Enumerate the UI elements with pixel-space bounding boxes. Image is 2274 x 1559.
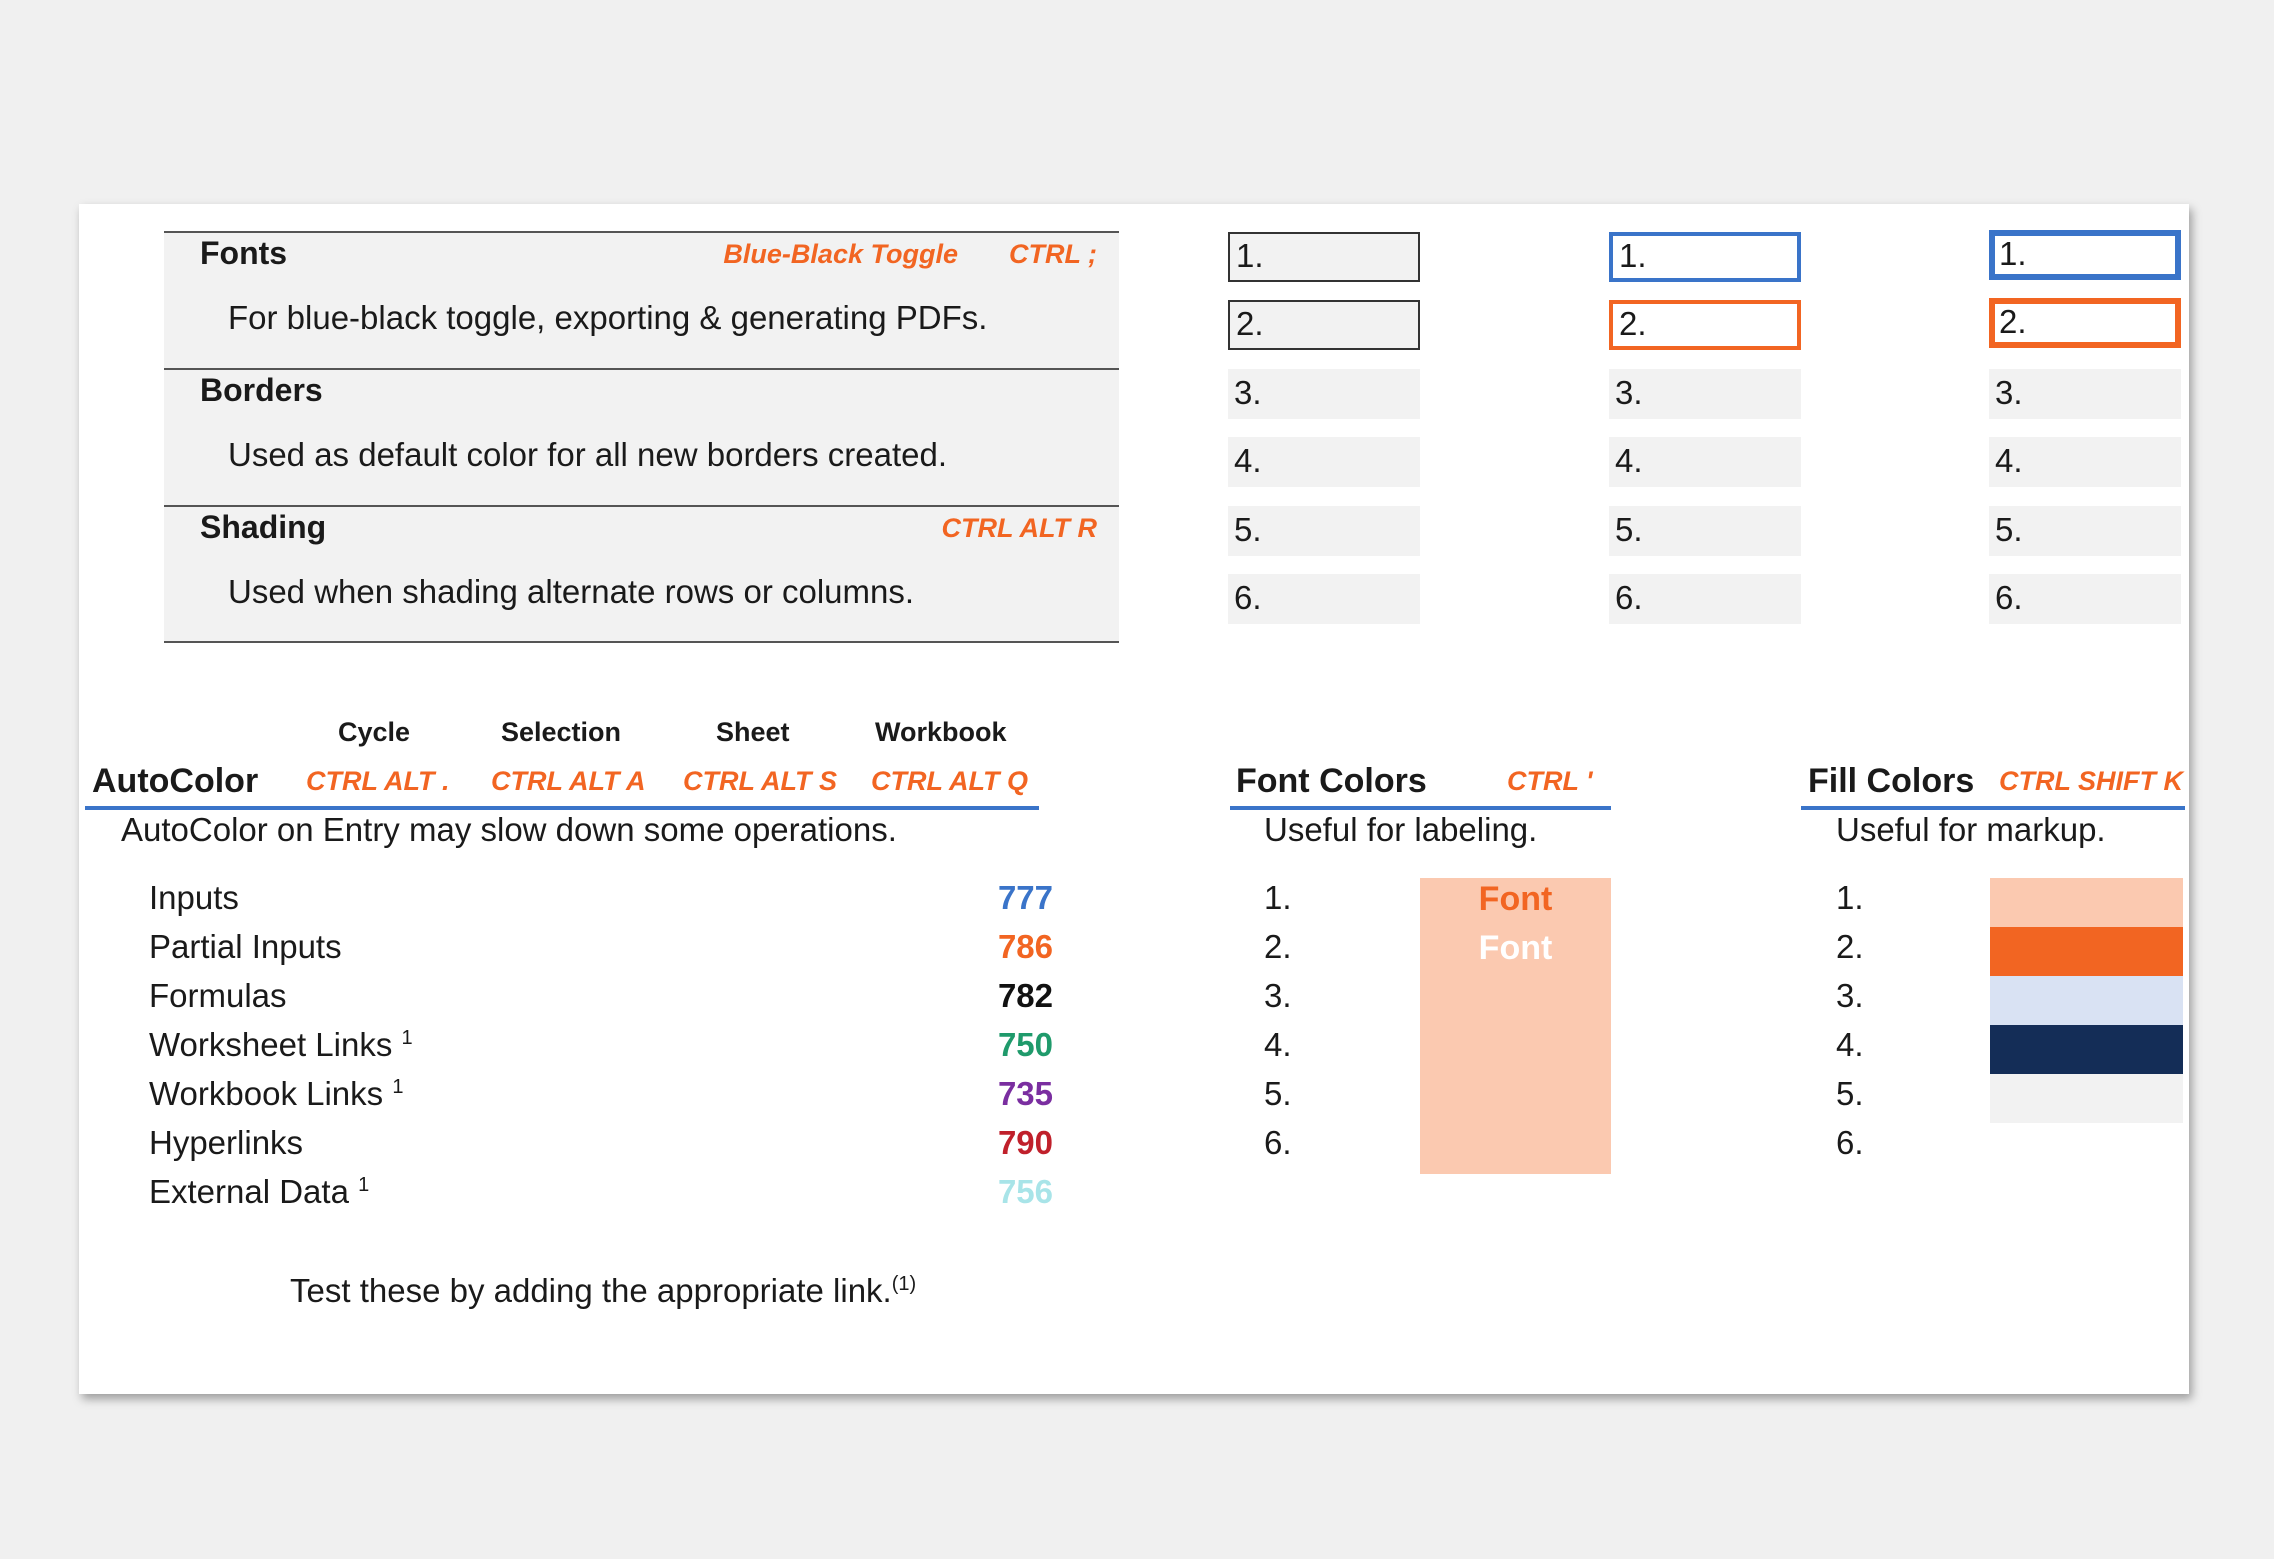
fill-colors-title: Fill Colors (1808, 762, 1975, 800)
autocolor-note: AutoColor on Entry may slow down some operations. (121, 811, 897, 848)
shading-description: Used when shading alternate rows or columns. (228, 573, 915, 610)
borders-sample-6[interactable]: 6. (1609, 574, 1801, 624)
font-colors-index-6: 6. (1264, 1124, 1292, 1161)
fill-colors-index-6: 6. (1836, 1124, 1864, 1161)
fill-colors-description: Useful for markup. (1836, 811, 2106, 848)
fonts-shortcut-row (723, 239, 1097, 270)
fill-swatch-2[interactable] (1990, 927, 2183, 976)
autocolor-footnote: Test these by adding the appropriate link.$^{(1)}$ (290, 1272, 917, 1309)
font-colors-description: Useful for labeling. (1264, 811, 1538, 848)
shading-sample-5[interactable]: 5. (1989, 506, 2181, 556)
autocolor-col-sheet: Sheet (716, 717, 790, 747)
footnote-marker: 1 (358, 1174, 370, 1196)
fonts-sample-6[interactable]: 6. (1228, 574, 1420, 624)
font-colors-index-4: 4. (1264, 1026, 1292, 1063)
font-colors-swatch[interactable] (1420, 878, 1611, 1174)
borders-sample-5[interactable]: 5. (1609, 506, 1801, 556)
fonts-sample-4[interactable]: 4. (1228, 437, 1420, 487)
fill-swatch-1[interactable] (1990, 878, 2183, 927)
font-colors-underline (1230, 806, 1611, 810)
autocolor-row-label: Hyperlinks (149, 1124, 304, 1161)
fill-colors-index-1: 1. (1836, 879, 1864, 916)
autocolor-row-value[interactable]: 756 (997, 1173, 1053, 1210)
font-colors-index-3: 3. (1264, 977, 1292, 1014)
fill-colors-shortcut[interactable]: CTRL SHIFT K (1999, 766, 2183, 796)
autocolor-row-label: Partial Inputs (149, 928, 342, 965)
autocolor-underline (85, 806, 1039, 810)
autocolor-row-value[interactable]: 735 (997, 1075, 1053, 1112)
section-divider (164, 641, 1119, 643)
autocolor-row-label: External Data $^1$ (149, 1173, 370, 1210)
autocolor-col-cycle: Cycle (338, 717, 411, 747)
font-color-sample-1[interactable]: Font (1478, 880, 1553, 918)
autocolor-row-label: Inputs (149, 879, 239, 916)
autocolor-row-value[interactable]: 782 (997, 977, 1053, 1014)
fill-swatch-6[interactable] (1990, 1123, 2183, 1172)
fill-colors-index-5: 5. (1836, 1075, 1864, 1112)
font-colors-title: Font Colors (1236, 762, 1427, 800)
footnote-ref: (1) (891, 1273, 917, 1295)
borders-sample-3[interactable]: 3. (1609, 369, 1801, 419)
borders-section[interactable] (164, 368, 1119, 506)
fonts-sample-1[interactable]: 1. (1228, 232, 1420, 282)
fill-colors-index-4: 4. (1836, 1026, 1864, 1063)
autocolor-row-label: Formulas (149, 977, 287, 1014)
shading-sample-4[interactable]: 4. (1989, 437, 2181, 487)
autocolor-cycle-shortcut[interactable]: CTRL ALT . (306, 766, 450, 796)
shading-shortcut: CTRL ALT R (941, 513, 1097, 543)
fonts-shortcut: CTRL ; (1009, 239, 1097, 269)
font-color-sample-2[interactable]: Font (1478, 929, 1553, 967)
fill-swatch-5[interactable] (1990, 1074, 2183, 1123)
autocolor-row-label: Worksheet Links $^1$ (149, 1026, 413, 1063)
fill-swatch-4[interactable] (1990, 1025, 2183, 1074)
autocolor-title: AutoColor (92, 762, 259, 800)
autocolor-row-label: Workbook Links $^1$ (149, 1075, 404, 1112)
autocolor-workbook-shortcut[interactable]: CTRL ALT Q (871, 766, 1028, 796)
shading-title: Shading (200, 509, 327, 545)
shading-section[interactable] (164, 505, 1119, 643)
fonts-title: Fonts (200, 235, 288, 271)
autocolor-row-value[interactable]: 790 (997, 1124, 1053, 1161)
autocolor-col-workbook: Workbook (875, 717, 1007, 747)
autocolor-selection-shortcut[interactable]: CTRL ALT A (491, 766, 646, 796)
fonts-section[interactable] (164, 231, 1119, 369)
autocolor-row-value[interactable]: 750 (997, 1026, 1053, 1063)
footnote-marker: 1 (401, 1027, 413, 1049)
font-colors-index-2: 2. (1264, 928, 1292, 965)
fill-colors-underline (1801, 806, 2185, 810)
borders-sample-1[interactable]: 1. (1609, 232, 1801, 282)
borders-sample-2[interactable]: 2. (1609, 300, 1801, 350)
autocolor-col-selection: Selection (501, 717, 622, 747)
fill-swatch-3[interactable] (1990, 976, 2183, 1025)
shading-sample-6[interactable]: 6. (1989, 574, 2181, 624)
fonts-description: For blue-black toggle, exporting & generating PDFs. (228, 299, 988, 336)
fonts-sample-2[interactable]: 2. (1228, 300, 1420, 350)
fonts-shortcut-label: Blue-Black Toggle (723, 239, 958, 269)
fonts-sample-5[interactable]: 5. (1228, 506, 1420, 556)
fonts-sample-3[interactable]: 3. (1228, 369, 1420, 419)
font-colors-index-5: 5. (1264, 1075, 1292, 1112)
shading-sample-3[interactable]: 3. (1989, 369, 2181, 419)
borders-title: Borders (200, 372, 323, 408)
fill-colors-index-3: 3. (1836, 977, 1864, 1014)
autocolor-row-value[interactable]: 777 (997, 879, 1053, 916)
borders-sample-4[interactable]: 4. (1609, 437, 1801, 487)
footnote-marker: 1 (392, 1076, 404, 1098)
font-colors-shortcut[interactable]: CTRL ' (1507, 766, 1593, 796)
autocolor-sheet-shortcut[interactable]: CTRL ALT S (683, 766, 837, 796)
autocolor-row-value[interactable]: 786 (997, 928, 1053, 965)
fill-colors-index-2: 2. (1836, 928, 1864, 965)
font-colors-index-1: 1. (1264, 879, 1292, 916)
borders-description: Used as default color for all new borders created. (228, 436, 948, 473)
spreadsheet-sheet (79, 204, 2189, 1394)
shading-sample-2[interactable]: 2. (1989, 298, 2181, 348)
shading-sample-1[interactable]: 1. (1989, 230, 2181, 280)
